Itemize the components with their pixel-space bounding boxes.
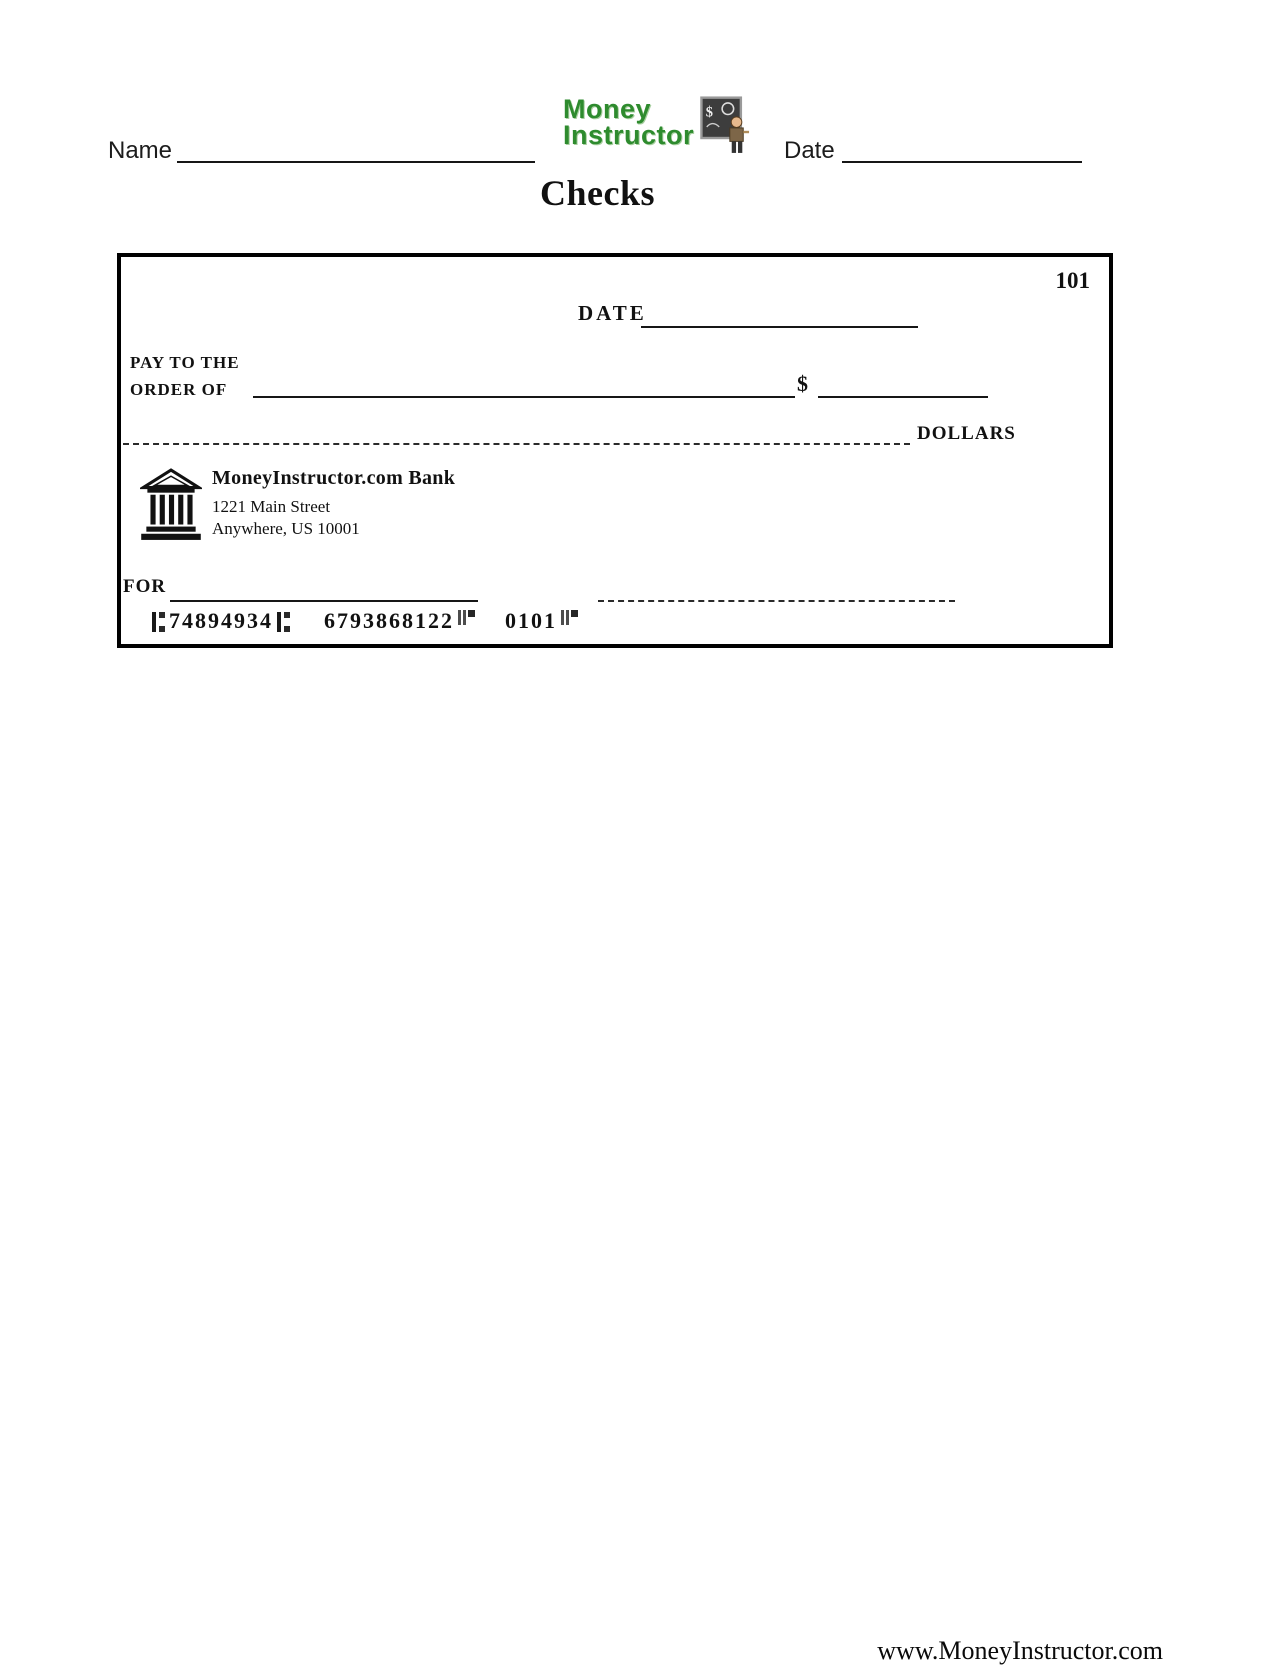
logo-line1: Money: [563, 94, 652, 124]
dollar-sign: $: [797, 371, 808, 396]
memo-blank-line: [170, 578, 478, 602]
micr-account-number: 6793868122: [324, 608, 454, 633]
logo-line2: Instructor: [563, 120, 695, 150]
check-number: 101: [1055, 268, 1090, 293]
bank-address: [212, 496, 455, 540]
check-date-label: DATE: [578, 301, 647, 325]
bank-name: MoneyInstructor.com Bank: [212, 467, 456, 489]
logo-wordmark: [563, 96, 694, 148]
check-template: [117, 253, 1113, 648]
order-of-line: ORDER OF: [130, 380, 228, 399]
check-date-blank-line: [641, 304, 918, 328]
name-label: Name: [108, 137, 173, 164]
money-instructor-logo: [563, 96, 750, 161]
signature-blank-line: [598, 578, 955, 602]
memo-for-label: FOR: [123, 576, 167, 597]
payee-blank-line: [253, 374, 795, 398]
micr-transit-icon: [152, 612, 165, 632]
micr-onus-icon: [458, 610, 475, 625]
dollars-label: DOLLARS: [917, 423, 1016, 444]
date-blank-line: [842, 139, 1082, 163]
name-blank-line: [177, 139, 535, 163]
bank-address-line1: 1221 Main Street: [212, 497, 331, 516]
micr-line: [148, 608, 582, 634]
bank-building-icon: [140, 467, 202, 548]
date-label: Date: [784, 137, 835, 164]
micr-onus-icon: [561, 610, 578, 625]
bank-block: [140, 467, 455, 548]
pay-to-the-order-of-label: [130, 349, 240, 403]
svg-text:$: $: [705, 104, 713, 121]
chalkboard-teacher-icon: [700, 96, 750, 161]
footer-website: www.MoneyInstructor.com: [877, 1636, 1163, 1665]
micr-check-number: 0101: [505, 608, 557, 633]
amount-words-blank-line: [123, 421, 910, 445]
micr-routing-number: 74894934: [169, 608, 273, 633]
bank-text: [212, 467, 455, 540]
page-title: Checks: [539, 173, 655, 213]
bank-address-line2: Anywhere, US 10001: [212, 519, 360, 538]
micr-transit-icon: [277, 612, 290, 632]
amount-blank-line: [818, 374, 988, 398]
pay-to-the-line: PAY TO THE: [130, 353, 240, 372]
